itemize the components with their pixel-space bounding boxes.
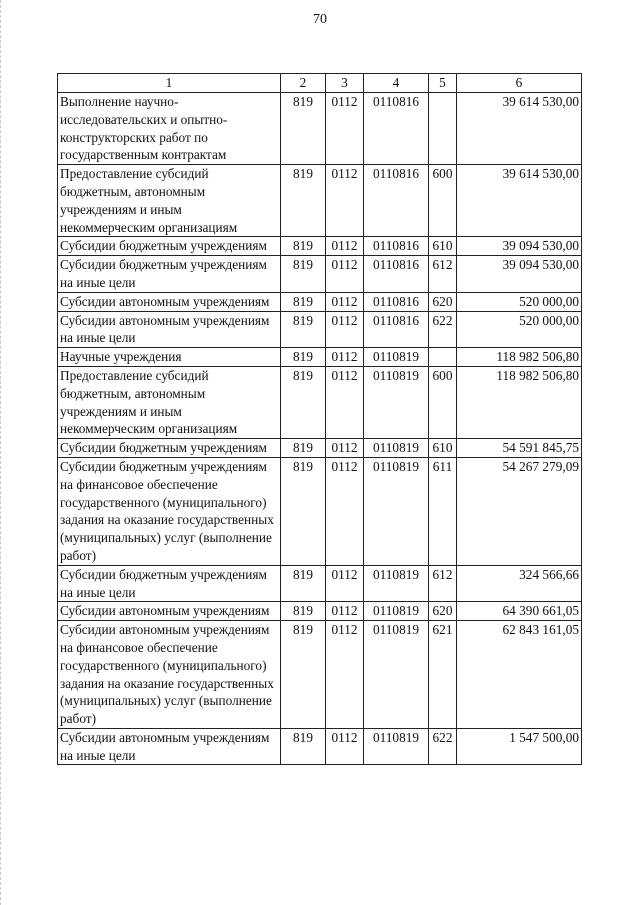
row-name: Субсидии автономным учреждениям — [58, 292, 281, 311]
row-name: Научные учреждения — [58, 348, 281, 367]
table-row — [58, 439, 582, 458]
row-amount: 54 267 279,09 — [457, 457, 582, 565]
table-row — [58, 311, 582, 348]
row-section-code: 0112 — [326, 602, 364, 621]
row-section-code: 0112 — [326, 93, 364, 165]
row-ministry-code: 819 — [281, 439, 326, 458]
row-ministry-code: 819 — [281, 165, 326, 237]
table-row — [58, 348, 582, 367]
row-section-code: 0112 — [326, 366, 364, 438]
row-name: Предоставление субсидий бюджетным, автономным учреждениям и иным некоммерческим организациям — [58, 366, 281, 438]
row-amount: 520 000,00 — [457, 311, 582, 348]
table-header-row — [58, 74, 582, 93]
row-target-code: 0110816 — [364, 256, 429, 293]
header-col-1: 1 — [58, 74, 281, 93]
table-row — [58, 292, 582, 311]
row-amount: 1 547 500,00 — [457, 728, 582, 765]
row-target-code: 0110819 — [364, 348, 429, 367]
row-target-code: 0110819 — [364, 457, 429, 565]
header-col-3: 3 — [326, 74, 364, 93]
row-name: Субсидии бюджетным учреждениям на финансовое обеспечение государственного (муниципального) задания на оказание государственных (муниципальных) услуг (выполнение работ) — [58, 457, 281, 565]
row-ministry-code: 819 — [281, 565, 326, 602]
row-section-code: 0112 — [326, 311, 364, 348]
table-row — [58, 93, 582, 165]
page-number: 70 — [313, 12, 327, 27]
header-col-6: 6 — [457, 74, 582, 93]
row-section-code: 0112 — [326, 457, 364, 565]
row-amount: 39 614 530,00 — [457, 93, 582, 165]
row-expense-type: 622 — [429, 311, 457, 348]
row-name: Предоставление субсидий бюджетным, автономным учреждениям и иным некоммерческим организациям — [58, 165, 281, 237]
row-target-code: 0110816 — [364, 292, 429, 311]
row-amount: 54 591 845,75 — [457, 439, 582, 458]
row-ministry-code: 819 — [281, 348, 326, 367]
row-target-code: 0110816 — [364, 311, 429, 348]
row-target-code: 0110816 — [364, 165, 429, 237]
row-expense-type: 600 — [429, 366, 457, 438]
row-expense-type — [429, 348, 457, 367]
row-ministry-code: 819 — [281, 366, 326, 438]
row-expense-type: 622 — [429, 728, 457, 765]
row-name: Субсидии автономным учреждениям на иные цели — [58, 311, 281, 348]
row-section-code: 0112 — [326, 165, 364, 237]
row-target-code: 0110816 — [364, 93, 429, 165]
row-name: Выполнение научно-исследовательских и опытно-конструкторских работ по государственным контрактам — [58, 93, 281, 165]
table-body — [58, 93, 582, 765]
row-section-code: 0112 — [326, 621, 364, 729]
page-edge — [0, 0, 3, 905]
row-section-code: 0112 — [326, 439, 364, 458]
row-name: Субсидии бюджетным учреждениям на иные цели — [58, 256, 281, 293]
row-ministry-code: 819 — [281, 311, 326, 348]
table-row — [58, 728, 582, 765]
row-name: Субсидии бюджетным учреждениям — [58, 237, 281, 256]
row-amount: 118 982 506,80 — [457, 366, 582, 438]
row-expense-type: 612 — [429, 256, 457, 293]
row-expense-type: 620 — [429, 292, 457, 311]
table-row — [58, 256, 582, 293]
table-row — [58, 457, 582, 565]
budget-table — [57, 73, 582, 765]
row-target-code: 0110819 — [364, 366, 429, 438]
row-expense-type: 612 — [429, 565, 457, 602]
table-row — [58, 621, 582, 729]
row-target-code: 0110819 — [364, 565, 429, 602]
row-name: Субсидии автономным учреждениям на иные цели — [58, 728, 281, 765]
row-ministry-code: 819 — [281, 457, 326, 565]
table-row — [58, 565, 582, 602]
row-target-code: 0110819 — [364, 602, 429, 621]
row-ministry-code: 819 — [281, 256, 326, 293]
row-section-code: 0112 — [326, 292, 364, 311]
row-target-code: 0110819 — [364, 728, 429, 765]
row-amount: 118 982 506,80 — [457, 348, 582, 367]
row-expense-type: 621 — [429, 621, 457, 729]
row-section-code: 0112 — [326, 237, 364, 256]
row-target-code: 0110816 — [364, 237, 429, 256]
header-col-2: 2 — [281, 74, 326, 93]
row-ministry-code: 819 — [281, 621, 326, 729]
table-row — [58, 366, 582, 438]
row-expense-type: 620 — [429, 602, 457, 621]
row-name: Субсидии бюджетным учреждениям — [58, 439, 281, 458]
header-col-4: 4 — [364, 74, 429, 93]
row-section-code: 0112 — [326, 565, 364, 602]
row-amount: 64 390 661,05 — [457, 602, 582, 621]
row-expense-type: 600 — [429, 165, 457, 237]
table-row — [58, 165, 582, 237]
row-expense-type: 611 — [429, 457, 457, 565]
row-amount: 39 094 530,00 — [457, 256, 582, 293]
row-section-code: 0112 — [326, 256, 364, 293]
row-amount: 324 566,66 — [457, 565, 582, 602]
row-ministry-code: 819 — [281, 728, 326, 765]
row-ministry-code: 819 — [281, 602, 326, 621]
table-row — [58, 602, 582, 621]
row-expense-type: 610 — [429, 439, 457, 458]
row-amount: 39 614 530,00 — [457, 165, 582, 237]
row-section-code: 0112 — [326, 348, 364, 367]
row-amount: 39 094 530,00 — [457, 237, 582, 256]
row-target-code: 0110819 — [364, 439, 429, 458]
row-ministry-code: 819 — [281, 292, 326, 311]
row-target-code: 0110819 — [364, 621, 429, 729]
row-expense-type — [429, 93, 457, 165]
header-col-5: 5 — [429, 74, 457, 93]
row-expense-type: 610 — [429, 237, 457, 256]
row-section-code: 0112 — [326, 728, 364, 765]
row-amount: 520 000,00 — [457, 292, 582, 311]
row-ministry-code: 819 — [281, 237, 326, 256]
table-row — [58, 237, 582, 256]
row-name: Субсидии автономным учреждениям — [58, 602, 281, 621]
row-name: Субсидии автономным учреждениям на финансовое обеспечение государственного (муниципального) задания на оказание государственных (муниципальных) услуг (выполнение работ) — [58, 621, 281, 729]
row-name: Субсидии бюджетным учреждениям на иные цели — [58, 565, 281, 602]
row-ministry-code: 819 — [281, 93, 326, 165]
row-amount: 62 843 161,05 — [457, 621, 582, 729]
